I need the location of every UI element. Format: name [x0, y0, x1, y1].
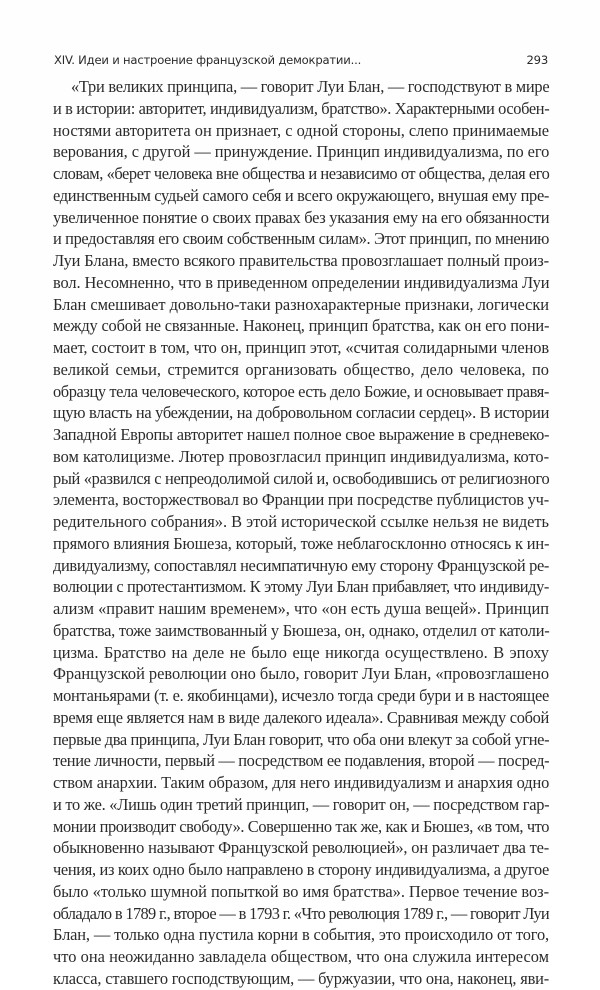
text-line: класса, ставшего господствующим, — буржуазии, что она, наконец, яви-	[53, 968, 550, 988]
text-line: монии производит свободу». Совершенно так же, как и Бюшез, «в том, что	[53, 816, 550, 836]
text-line: щую власть на убеждении, на добровольном согласии сердец». В истории	[53, 403, 550, 423]
text-line: что она неожиданно завладела обществом, что она служила интересом	[53, 947, 549, 966]
text-line: верования, с другой — принуждение. Принцип индивидуализма, по его	[53, 142, 550, 162]
text-line: вол. Несомненно, что в приведенном определении индивидуализма Луи	[53, 272, 550, 292]
text-line: и то же. «Лишь один третий принцип, — говорит он, — посредством гар-	[53, 794, 550, 814]
running-head	[54, 53, 548, 71]
text-line: братства, тоже заимствованный у Бюшеза, он, однако, отделил от католи-	[53, 620, 550, 640]
text-line: образцу тела человеческого, которое есть дело Божие, и основывает правя-	[53, 381, 549, 401]
text-line: и предоставляя его своим собственным силам». Этот принцип, по мнению	[53, 229, 549, 249]
text-line: цизма. Братство на деле не было еще никогда осуществлено. В эпоху	[53, 642, 549, 662]
text-line: время еще является нам в виде далекого идеала». Сравнивая между собой	[53, 707, 549, 727]
text-line: чения, из коих одно было направлено в сторону индивидуализма, а другое	[53, 860, 550, 879]
text-line: словам, «берет человека вне общества и независимо от общества, делая его	[53, 164, 550, 183]
text-line: Блан, — только одна пустила корни в события, это происходило от того,	[53, 925, 549, 945]
text-line: обладало в 1789 г., второе — в 1793 г. «Что революция 1789 г., — говорит Луи	[53, 903, 549, 923]
text-line: прямого влияния Бюшеза, который, тоже неблагосклонно относясь к ин-	[53, 533, 550, 553]
body-text	[53, 76, 549, 990]
text-line: ализм «правит нашим временем», что «он есть душа вещей». Принцип	[53, 599, 549, 618]
text-line: Французской революции оно было, говорит Луи Блан, «провозглашено	[53, 664, 550, 684]
text-line: редительного собрания». В этой исторической ссылке нельзя не видеть	[53, 512, 549, 531]
text-line: ством анархии. Таким образом, для него индивидуализм и анархия одно	[53, 773, 550, 792]
text-line: первые два принципа, Луи Блан говорит, что оба они влекут за собой угне-	[53, 729, 550, 749]
text-line: «Три великих принципа, — говорит Луи Блан, — господствуют в мире	[71, 77, 550, 96]
text-line: Блан смешивает довольно-таки разнохарактерные признаки, логически	[53, 294, 549, 314]
text-line: волюции с протестантизмом. К этому Луи Блан прибавляет, что индивиду-	[53, 577, 549, 597]
text-line: тение личности, первый — посредством ее подавления, второй — посред-	[53, 751, 550, 771]
text-line: Западной Европы авторитет нашел полное свое выражение в средневеко-	[53, 425, 550, 444]
text-line: увеличенное понятие о своих правах без указания ему на его обязанности	[53, 207, 550, 227]
text-line: монтаньярами (т. е. якобинцами), исчезло тогда среди бури и в настоящее	[53, 686, 549, 705]
text-line: рый «развился с непреодолимой силой и, освободившись от религиозного	[53, 468, 550, 488]
text-line: между собой не связанные. Наконец, принцип братства, как он его пони-	[53, 316, 550, 336]
text-line: дивидуализму, сопоставлял несимпатичную ему сторону Французской ре-	[53, 555, 549, 575]
chapter-title: XIV. Идеи и настроение французской демократии...	[54, 53, 362, 67]
text-line: элемента, восторжествовал во Франции при посредстве публицистов уч-	[53, 490, 549, 510]
text-line: обыкновенно называют Французской революцией», он различает два те-	[53, 838, 549, 858]
page-number: 293	[526, 53, 548, 67]
text-line: Луи Блана, вместо всякого правительства провозглашает полный произ-	[53, 251, 549, 270]
text-line: было «только шумной попыткой во имя братства». Первое течение воз-	[53, 881, 549, 901]
text-line: великой семьи, стремится организовать общество, дело человека, по	[53, 359, 549, 379]
text-line: единственным судьей самого себя и всего окружающего, внушая ему пре-	[53, 185, 550, 205]
text-line: вом католицизме. Лютер провозгласил принцип индивидуализма, кото-	[53, 446, 549, 466]
text-line: ностями авторитета он признает, с одной стороны, слепо принимаемые	[53, 120, 549, 140]
text-line: и в истории: авторитет, индивидуализм, братство». Характерными особен-	[53, 98, 550, 118]
text-line: мает, состоит в том, что он, принцип этот, «считая солидарными членов	[53, 338, 550, 357]
